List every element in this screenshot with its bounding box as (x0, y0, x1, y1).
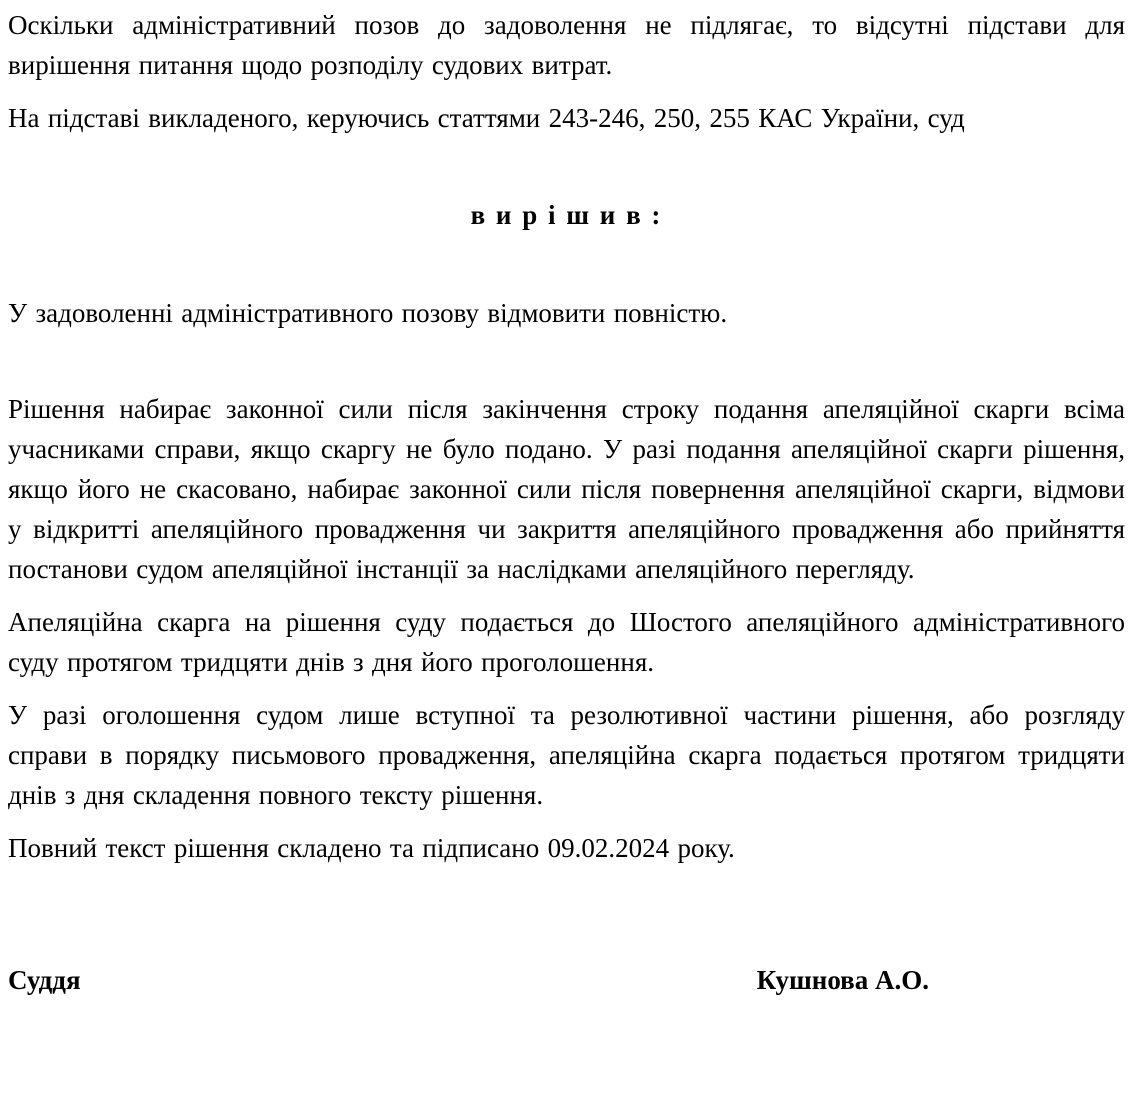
signature-name: Кушнова А.О. (756, 965, 929, 995)
paragraph-court-costs: Оскільки адміністративний позов до задоволення не підлягає, то відсутні підстави для вирішення питання щодо розподілу судових витрат. (8, 10, 1125, 80)
paragraph-appeal-court: Апеляційна скарга на рішення суду подається до Шостого апеляційного адміністративного суду протягом тридцяти днів з дня його проголошення. (8, 607, 1125, 677)
decision-heading: в и р і ш и в : (470, 200, 663, 230)
paragraph-appeal-term: У разі оголошення судом лише вступної та резолютивної частини рішення, або розгляду справи в порядку письмового провадження, апеляційна скарга подається протягом тридцяти днів з дня складення повного тексту рішення. (8, 700, 1125, 810)
signature-row (8, 960, 1125, 1000)
paragraph-operative: У задоволенні адміністративного позову відмовити повністю. (8, 298, 728, 328)
paragraph-legal-force: Рішення набирає законної сили після закінчення строку подання апеляційної скарги всіма учасниками справи, якщо скаргу не було подано. У разі подання апеляційної скарги рішення, якщо його не скасовано, набирає законної сили після повернення апеляційної скарги, відмови у відкритті апеляційного провадження чи закриття апеляційного провадження або прийняття постанови судом апеляційної інстанції за наслідками апеляційного перегляду. (8, 394, 1125, 584)
paragraph-full-text-date: Повний текст рішення складено та підписано 09.02.2024 року. (8, 833, 735, 863)
signature-role: Суддя (8, 965, 81, 995)
paragraph-legal-basis: На підставі викладеного, керуючись статтями 243-246, 250, 255 КАС України, суд (8, 103, 965, 133)
